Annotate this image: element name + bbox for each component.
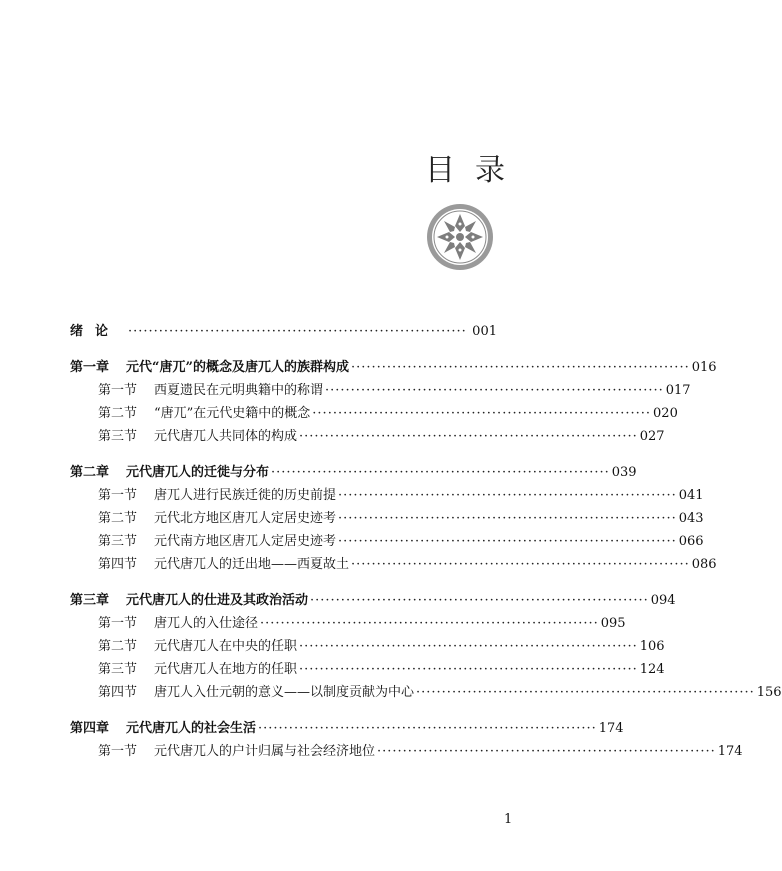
section-title: 唐兀人进行民族迁徙的历史前提 xyxy=(154,488,337,503)
page-number: 027 xyxy=(639,429,665,444)
leader-dots: ·································································· xyxy=(128,324,467,339)
section-title: 元代唐兀人的户计归属与社会经济地位 xyxy=(154,744,376,759)
page-number: 066 xyxy=(678,534,704,549)
leader-dots: ·································································· xyxy=(310,593,649,608)
chapter-title: 元代唐兀人的社会生活 xyxy=(126,721,257,736)
section-number: 第一节 xyxy=(98,744,138,759)
page-number: 156 xyxy=(756,685,782,700)
page-number: 095 xyxy=(600,616,626,631)
page-number: 174 xyxy=(717,744,743,759)
toc-entry-section[interactable] xyxy=(70,530,704,553)
toc-entry-section[interactable] xyxy=(70,507,704,530)
toc-entry-section[interactable] xyxy=(70,425,665,448)
chapter-title: 元代唐兀人的仕进及其政治活动 xyxy=(126,593,309,608)
chapter-number: 第三章 xyxy=(70,593,110,608)
toc-entry-section[interactable] xyxy=(70,484,704,507)
page-number: 020 xyxy=(653,406,678,421)
leader-dots: ·································································· xyxy=(338,511,677,526)
section-number: 第三节 xyxy=(98,662,138,677)
page-number: 039 xyxy=(611,465,637,480)
chapter-title: 元代唐兀人的迁徙与分布 xyxy=(126,465,270,480)
folio-page-number: 1 xyxy=(504,812,513,827)
leader-dots: ·································································· xyxy=(416,685,755,700)
page-number: 001 xyxy=(472,324,497,339)
toc-entry-section[interactable] xyxy=(70,740,743,763)
page-number: 106 xyxy=(639,639,665,654)
page-number: 094 xyxy=(650,593,676,608)
page-number: 017 xyxy=(665,383,691,398)
page-number: 086 xyxy=(691,557,717,572)
leader-dots: ·································································· xyxy=(299,429,638,444)
page-number: 174 xyxy=(598,721,624,736)
page-number: 016 xyxy=(691,360,717,375)
toc-entry-chapter[interactable] xyxy=(70,717,624,740)
section-number: 第一节 xyxy=(98,383,138,398)
page-number: 124 xyxy=(639,662,665,677)
leader-dots: ·································································· xyxy=(299,662,638,677)
toc-entry-preface[interactable] xyxy=(70,320,497,343)
chapter-number: 第一章 xyxy=(70,360,110,375)
section-number: 第三节 xyxy=(98,534,138,549)
toc-entry-section[interactable] xyxy=(70,658,665,681)
section-title: 元代北方地区唐兀人定居史迹考 xyxy=(154,511,337,526)
toc-entry-chapter[interactable] xyxy=(70,356,717,379)
leader-dots: ·································································· xyxy=(338,534,677,549)
entry-number: 绪论 xyxy=(70,324,121,339)
toc-entry-section[interactable] xyxy=(70,612,626,635)
section-number: 第二节 xyxy=(98,639,138,654)
toc-entry-section[interactable] xyxy=(70,402,678,425)
toc-entry-chapter[interactable] xyxy=(70,461,637,484)
section-title: 元代唐兀人的迁出地——西夏故土 xyxy=(154,557,350,572)
toc-entry-section[interactable] xyxy=(70,635,665,658)
section-number: 第二节 xyxy=(98,511,138,526)
leader-dots: ·································································· xyxy=(312,406,652,421)
section-title: 元代唐兀人共同体的构成 xyxy=(154,429,298,444)
page-number: 043 xyxy=(678,511,704,526)
section-title: “唐兀”在元代史籍中的概念 xyxy=(154,406,311,421)
leader-dots: ·································································· xyxy=(258,721,597,736)
section-title: 西夏遗民在元明典籍中的称谓 xyxy=(154,383,324,398)
toc-entry-section[interactable] xyxy=(70,379,691,402)
leader-dots: ·································································· xyxy=(299,639,638,654)
section-number: 第二节 xyxy=(98,406,138,421)
section-number: 第四节 xyxy=(98,685,138,700)
leader-dots: ·································································· xyxy=(350,360,690,375)
floral-emblem-icon xyxy=(425,202,495,272)
page-number: 041 xyxy=(678,488,704,503)
toc-entry-section[interactable] xyxy=(70,553,717,576)
leader-dots: ·································································· xyxy=(271,465,610,480)
section-title: 元代唐兀人在中央的任职 xyxy=(154,639,298,654)
toc-entry-chapter[interactable] xyxy=(70,589,676,612)
table-of-contents xyxy=(70,320,782,763)
chapter-number: 第二章 xyxy=(70,465,110,480)
chapter-title: 元代“唐兀”的概念及唐兀人的族群构成 xyxy=(126,360,349,375)
toc-entry-section[interactable] xyxy=(70,681,782,704)
section-number: 第一节 xyxy=(98,488,138,503)
section-title: 元代唐兀人在地方的任职 xyxy=(154,662,298,677)
leader-dots: ·································································· xyxy=(260,616,599,631)
section-title: 元代南方地区唐兀人定居史迹考 xyxy=(154,534,337,549)
leader-dots: ·································································· xyxy=(377,744,716,759)
section-title: 唐兀人入仕元朝的意义——以制度贡献为中心 xyxy=(154,685,415,700)
page-title: 目录 xyxy=(425,153,525,188)
chapter-number: 第四章 xyxy=(70,721,110,736)
section-number: 第四节 xyxy=(98,557,138,572)
section-number: 第三节 xyxy=(98,429,138,444)
section-title: 唐兀人的入仕途径 xyxy=(154,616,259,631)
leader-dots: ·································································· xyxy=(351,557,690,572)
leader-dots: ·································································· xyxy=(338,488,677,503)
leader-dots: ·································································· xyxy=(325,383,664,398)
section-number: 第一节 xyxy=(98,616,138,631)
